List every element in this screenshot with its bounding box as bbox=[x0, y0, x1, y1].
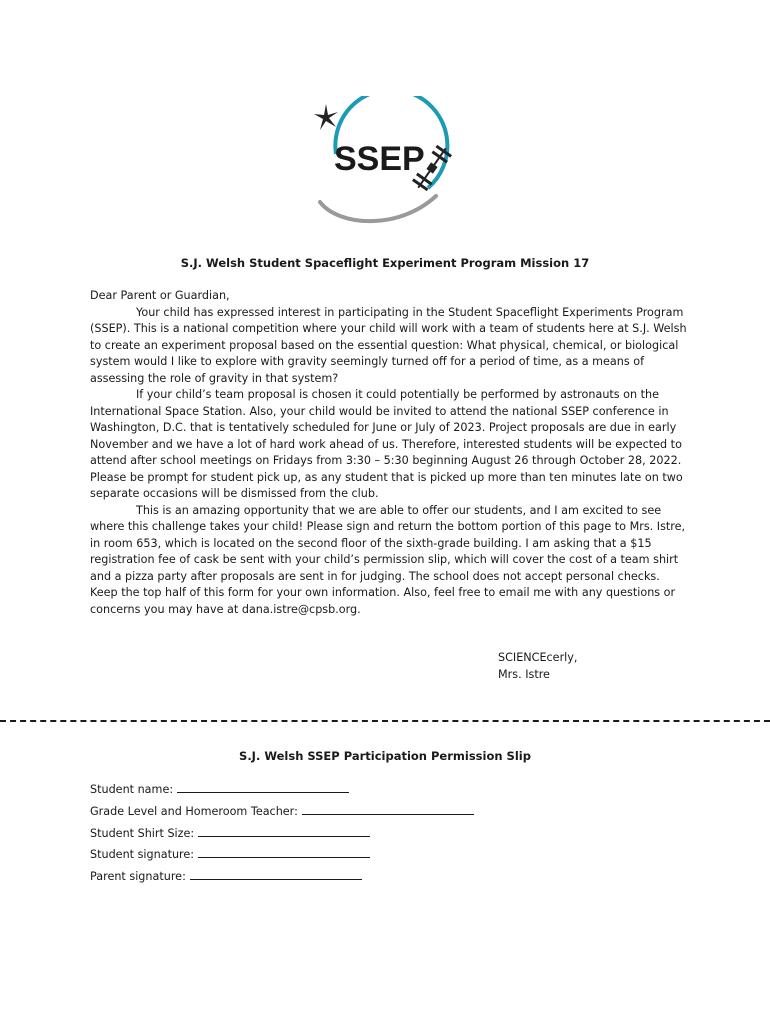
permission-slip-title: S.J. Welsh SSEP Participation Permission Slip bbox=[239, 749, 531, 763]
student-name-field bbox=[90, 780, 474, 802]
student-signature-field bbox=[90, 845, 474, 867]
signature-name: Mrs. Istre bbox=[498, 667, 550, 681]
field-label: Grade Level and Homeroom Teacher: bbox=[90, 804, 298, 818]
ssep-logo bbox=[308, 96, 460, 232]
cut-line-divider bbox=[0, 720, 770, 722]
page-title: S.J. Welsh Student Spaceflight Experiment Program Mission 17 bbox=[180, 256, 590, 270]
salutation: Dear Parent or Guardian, bbox=[90, 289, 230, 302]
swoosh-icon bbox=[320, 196, 436, 221]
shirt-size-blank[interactable] bbox=[198, 824, 370, 837]
field-label: Student signature: bbox=[90, 848, 195, 862]
paragraph-1: Your child has expressed interest in participating in the Student Spaceflight Experiments Program (SSEP). This is a national competition where your child will work with a team of students here at S.J. Welsh to create an experiment proposal based on the essential question: What physical, chemical, or biological system would I like to explore with gravity seemingly turned off for a period of time, as a means of assessing the role of gravity in that system? bbox=[90, 305, 687, 385]
parent-signature-blank[interactable] bbox=[190, 867, 362, 880]
closing-line: SCIENCEcerly, bbox=[498, 651, 578, 664]
logo-text: SSEP bbox=[334, 140, 425, 178]
grade-homeroom-field bbox=[90, 802, 474, 824]
paragraph-2: If your child’s team proposal is chosen it could potentially be performed by astronauts on the International Space Station. Also, your child would be invited to attend the national SSEP conference in Washington, D.C. that is tentatively scheduled for June or July of 2023. Project proposals are due in early November and we have a lot of hard work ahead of us. Therefore, interested students will be expected to attend after school meetings on Fridays from 3:30 – 5:30 beginning August 26 through October 28, 2022. Please be prompt for student pick up, as any student that is picked up more than ten minutes late on two separate occasions will be dismissed from the club. bbox=[90, 388, 683, 500]
grade-homeroom-blank[interactable] bbox=[302, 802, 474, 815]
shirt-size-field bbox=[90, 824, 474, 846]
letter-closing bbox=[498, 650, 577, 683]
paragraph-3: This is an amazing opportunity that we are able to offer our students, and I am excited to see where this challenge takes your child! Please sign and return the bottom portion of this page to Mrs. Istre, in room 653, which is located on the second floor of the sixth-grade building. I am asking that a $15 registration fee of cask be sent with your child’s permission slip, which will cover the cost of a team shirt and a pizza party after proposals are sent in for judging. The school does not accept personal checks. Keep the top half of this form for your own information. Also, feel free to email me with any questions or concerns you may have at dana.istre@cpsb.org. bbox=[90, 503, 686, 616]
field-label: Parent signature: bbox=[90, 870, 186, 884]
parent-signature-field bbox=[90, 867, 474, 889]
field-label: Student Shirt Size: bbox=[90, 826, 195, 840]
student-name-blank[interactable] bbox=[177, 780, 349, 793]
letter-body bbox=[90, 288, 690, 618]
student-signature-blank[interactable] bbox=[198, 845, 370, 858]
field-label: Student name: bbox=[90, 783, 174, 796]
permission-slip-form bbox=[90, 780, 474, 889]
star-icon bbox=[314, 104, 338, 130]
